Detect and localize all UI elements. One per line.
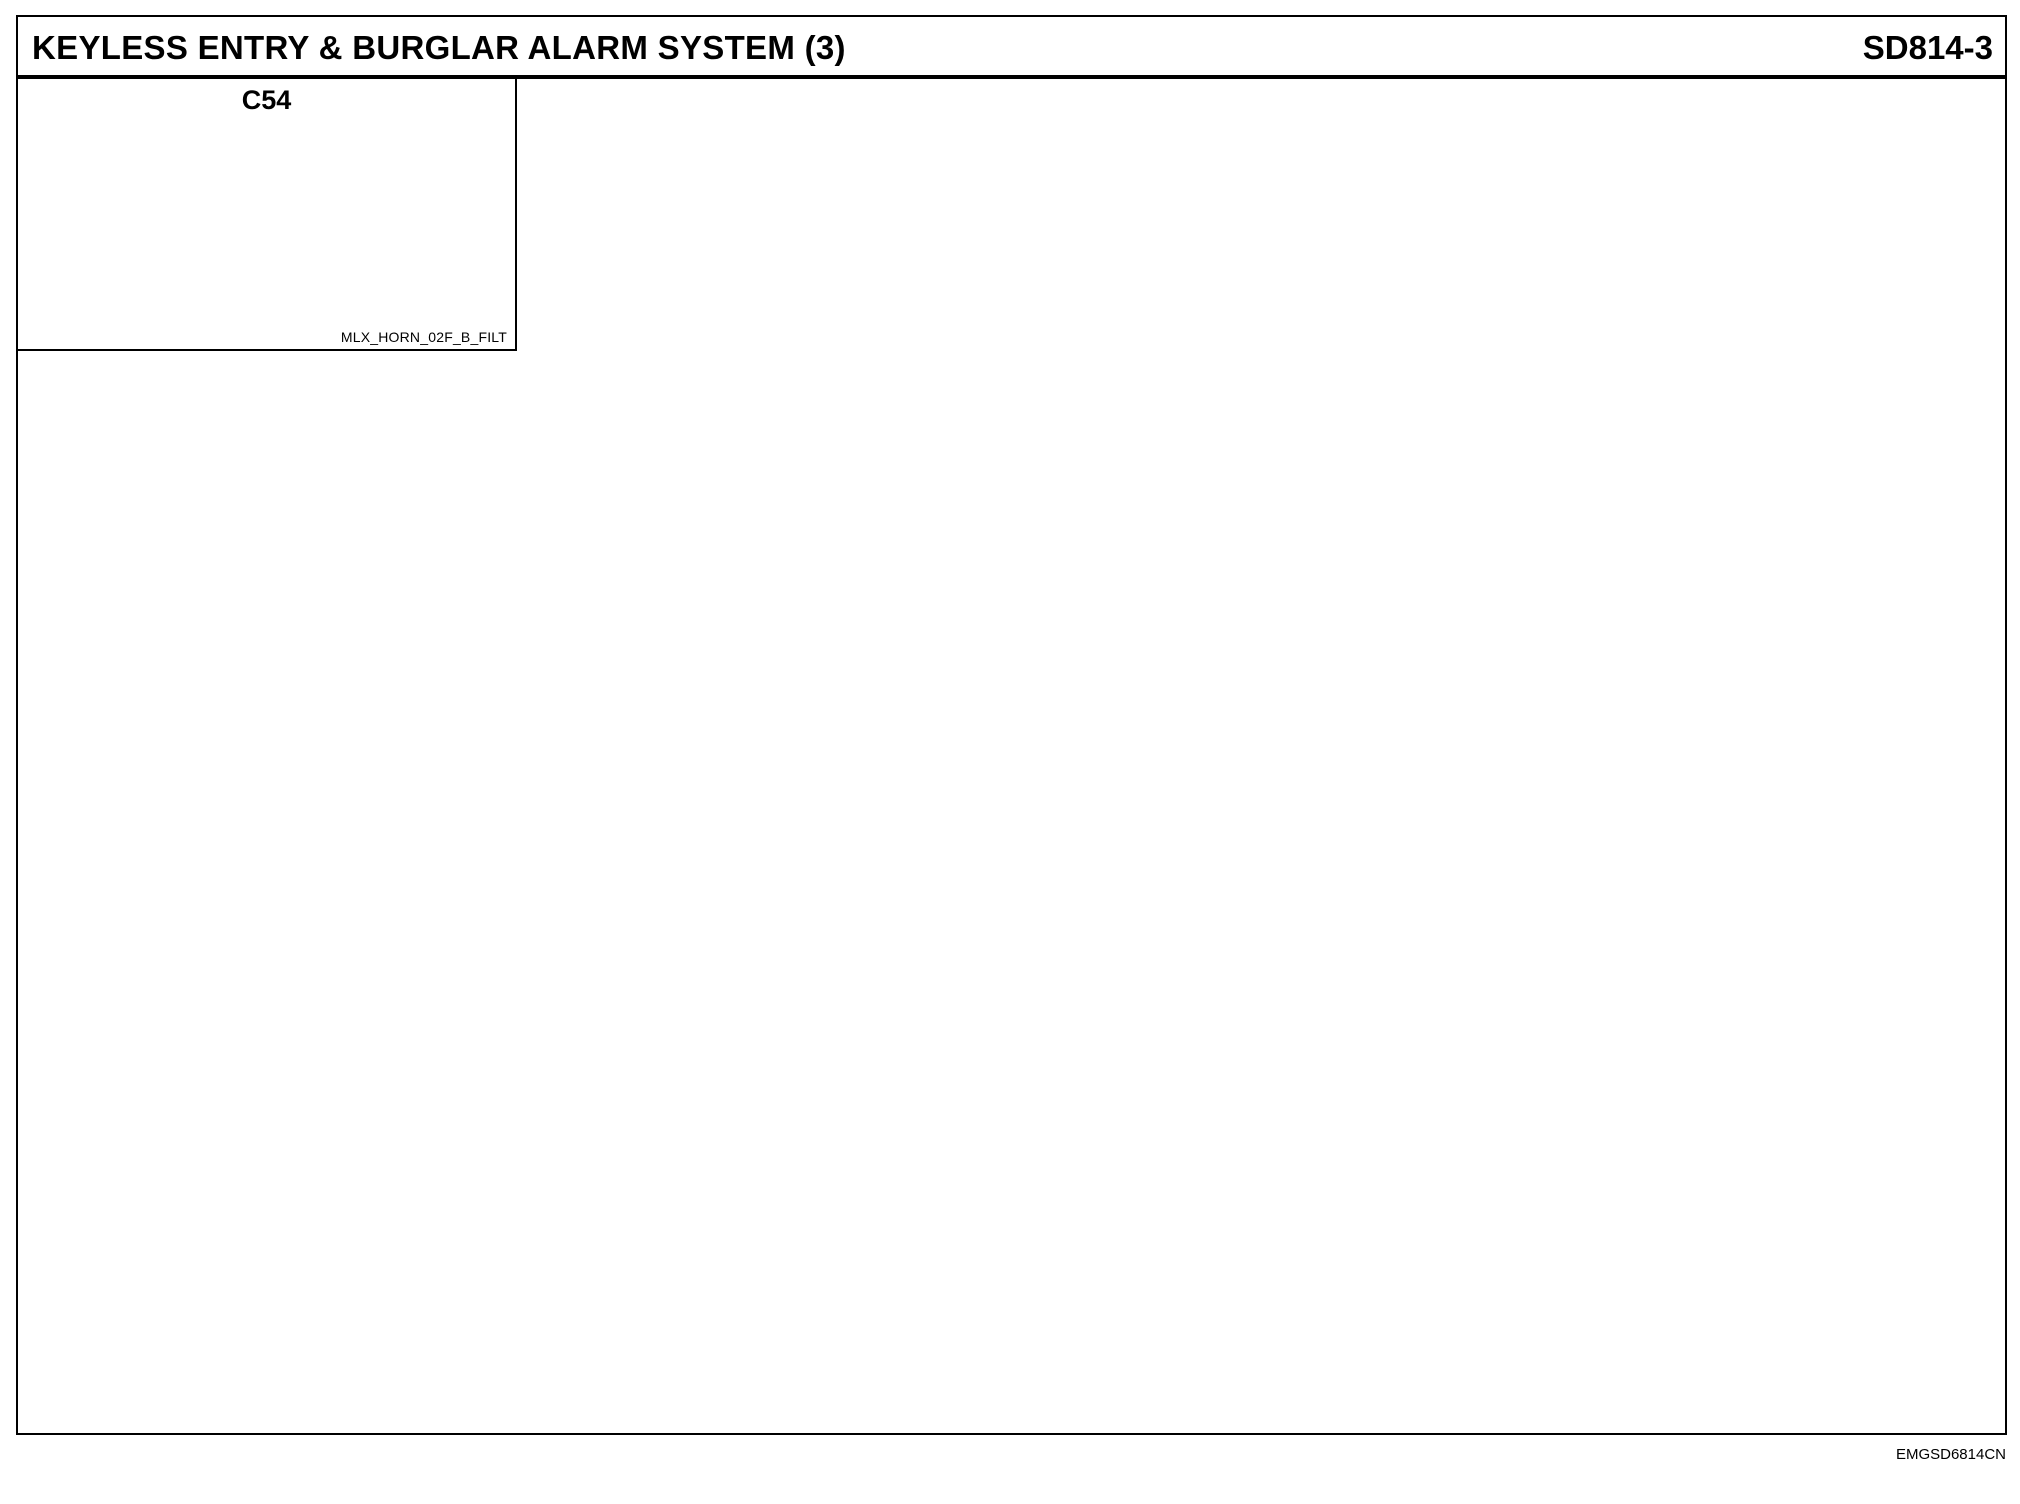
page-title: KEYLESS ENTRY & BURGLAR ALARM SYSTEM (3) bbox=[32, 29, 846, 66]
title-bar bbox=[18, 17, 2005, 79]
connector-grid bbox=[18, 79, 2005, 1167]
diagram-sheet bbox=[16, 15, 2007, 1435]
connector-part-code: MLX_HORN_02F_B_FILT bbox=[340, 329, 507, 345]
connector-name: C54 bbox=[241, 85, 292, 115]
page-code: SD814-3 bbox=[1862, 29, 1993, 66]
footer-code: EMGSD6814CN bbox=[1895, 1446, 2006, 1463]
connector-drawing bbox=[18, 123, 508, 343]
connector-cell-c54 bbox=[18, 79, 517, 351]
